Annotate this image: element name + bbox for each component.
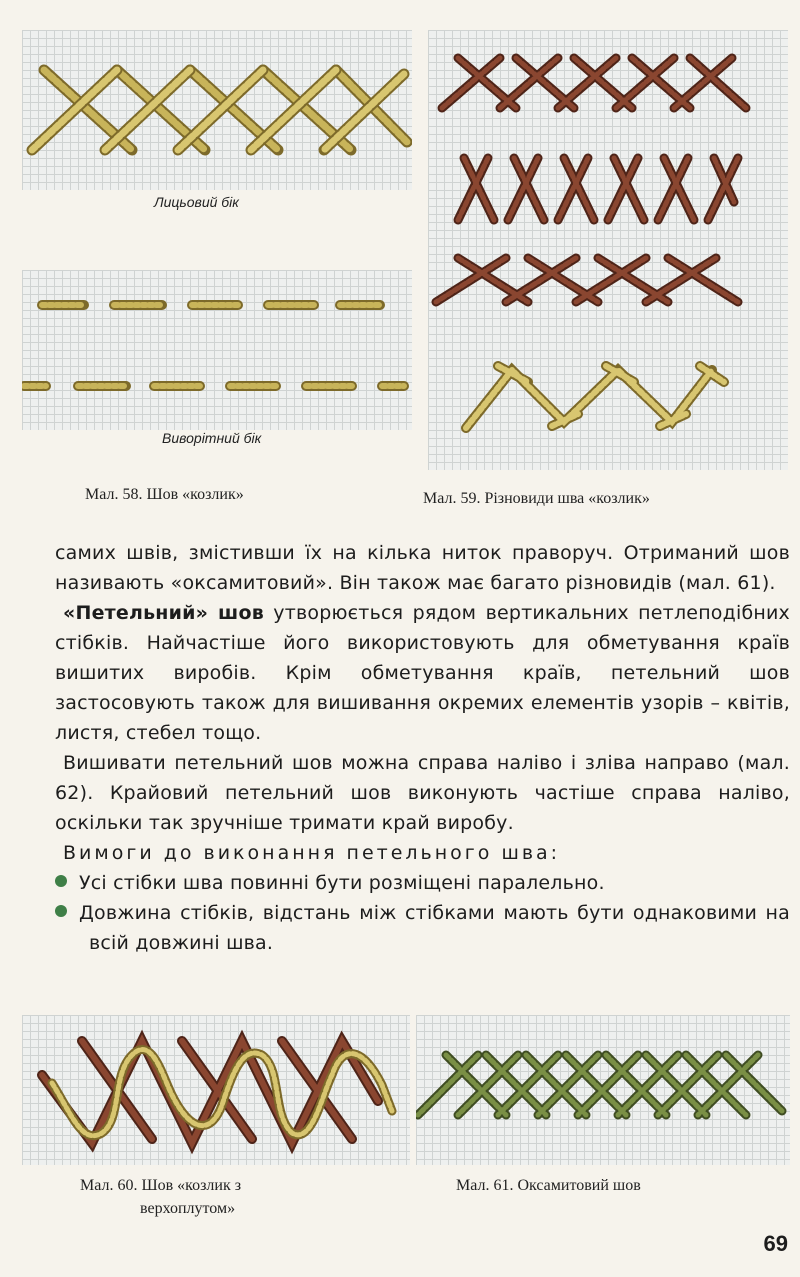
figure-58-back-stitches (22, 270, 412, 430)
figure-60-fabric (22, 1015, 410, 1165)
figure-59-caption: Мал. 59. Різновиди шва «козлик» (423, 490, 650, 507)
bullet-item-1-text: Усі стібки шва повинні бути розміщені паралельно. (79, 872, 605, 894)
back-side-label: Виворітний бік (162, 430, 262, 446)
bullet-item-1 (55, 868, 790, 898)
paragraph-2-rest: утворюється рядом вертикальних петлеподібних стібків. Найчастіше його використовують для обметування країв вишитих виробів. Крім обметування країв, петельний шов застосовують також для вишивання окремих елементів узорів – квітів, листя, стебел тощо. (55, 602, 790, 744)
front-side-label: Лицьовий бік (154, 194, 239, 210)
figure-59-stitches (428, 30, 788, 470)
figure-60 (22, 1015, 410, 1165)
bullet-item-2-text: Довжина стібків, відстань між стібками мають бути однаковими на всій довжині шва. (79, 902, 790, 954)
bullet-item-2 (55, 898, 790, 958)
bullet-icon (55, 875, 67, 887)
figure-59 (428, 30, 788, 470)
paragraph-3: Вишивати петельний шов можна справа наліво і зліва направо (мал. 62). Крайовий петельний шов виконують частіше справа наліво, оскільки так зручніше тримати край виробу. (55, 752, 790, 834)
paragraph-1: самих швів, змістивши їх на кілька ниток праворуч. Отриманий шов називають «оксамитовий». Він також має багато різновидів (мал. 61). (55, 542, 790, 594)
requirements-heading: Вимоги до виконання петельного шва: (63, 842, 561, 864)
figure-61-caption: Мал. 61. Оксамитовий шов (456, 1177, 641, 1194)
paragraph-2 (55, 598, 790, 748)
body-text (55, 538, 790, 958)
figure-59-fabric (428, 30, 788, 470)
figure-58-front-fabric (22, 30, 412, 190)
figure-60-caption-line-2: верхоплутом» (140, 1200, 236, 1217)
figure-61 (416, 1015, 790, 1165)
figure-58-back-fabric (22, 270, 412, 430)
figure-58 (22, 30, 412, 470)
figure-61-stitches (416, 1015, 790, 1165)
page-number: 69 (763, 1231, 788, 1256)
figure-60-stitches (22, 1015, 410, 1165)
figure-58-caption: Мал. 58. Шов «козлик» (85, 486, 244, 503)
bullet-icon (55, 905, 67, 917)
figure-58-front-stitches (22, 30, 412, 190)
figure-61-fabric (416, 1015, 790, 1165)
term-petelnyi: «Петельний» шов (63, 602, 264, 624)
figure-60-caption-line-1: Мал. 60. Шов «козлик з (80, 1177, 242, 1194)
